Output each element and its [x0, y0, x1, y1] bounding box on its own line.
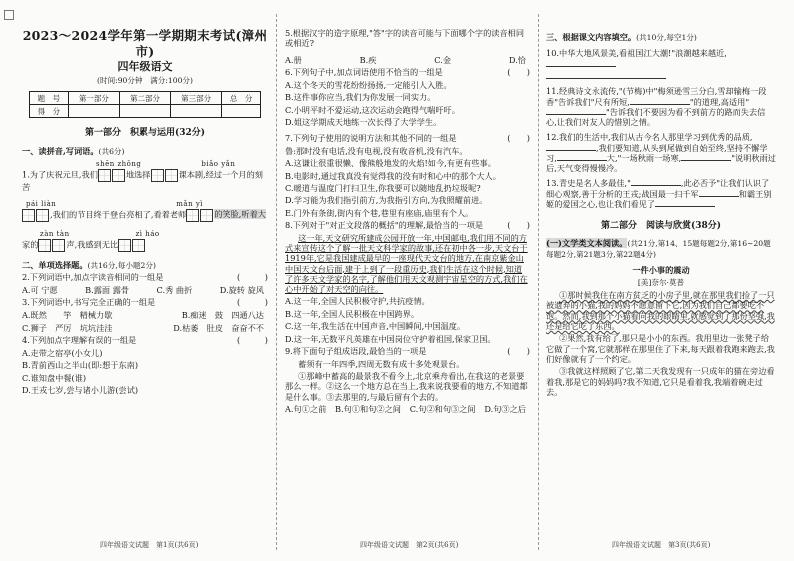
- option[interactable]: B.疾: [359, 54, 377, 65]
- score-header-cell: 第一部分: [68, 92, 119, 105]
- option[interactable]: D.这一年,无数平凡英雄在中国岗位守护着祖国,保家卫国。: [285, 333, 496, 344]
- score-cell[interactable]: [68, 105, 119, 118]
- fill-blank[interactable]: [546, 107, 606, 115]
- option[interactable]: B.青前西山之半山(即:想于东南): [22, 360, 139, 371]
- fill-blank[interactable]: [630, 97, 690, 105]
- option[interactable]: B.电影时,通过我真没有觉得我的没有时和心中的那个大人。: [285, 170, 501, 181]
- option[interactable]: B.痴迷 鼓 四通八达: [181, 309, 264, 320]
- option[interactable]: D.姐这学期成天地练一次长得了大学学生。: [285, 117, 442, 127]
- part2-heading: 第二部分 阅读与欣赏(38分): [600, 221, 722, 232]
- pinyin: biǎo yǎn: [201, 160, 236, 169]
- q2-options: [22, 285, 268, 295]
- exam-title: 2023～2024学年第一学期期末考试(漳州市): [22, 28, 268, 59]
- pinyin: zì háo: [135, 229, 160, 238]
- writing-box[interactable]: [151, 169, 164, 182]
- option[interactable]: A.册: [285, 54, 302, 65]
- section-score: (共16分,每小题2分): [87, 260, 156, 270]
- fill-blank[interactable]: [681, 153, 731, 161]
- text: 的笑脸,听着大: [214, 209, 266, 220]
- question-text: ,此必否予"让我们认识了细心观察,善于分析的王戎;战国最一扫千军: [546, 178, 770, 199]
- pinyin: pái liàn: [26, 200, 57, 209]
- fill-blank[interactable]: [546, 143, 596, 151]
- question-text: 7.下列句子使用的说明方法和其他不同的一组是: [285, 133, 457, 144]
- column-divider: [276, 14, 277, 550]
- text: ,我们的节目终于登台亮相了,看着老师: [50, 209, 187, 220]
- page-footer: 四年级语文试题 第1页(共6页): [100, 541, 199, 549]
- pinyin: shēn zhǒng: [96, 160, 142, 169]
- score-table: [29, 91, 261, 118]
- option[interactable]: A.这谦让很重很懒、像熊般地发的火焰!如今,有更有些事。: [285, 158, 496, 169]
- option[interactable]: C.这一年,我生活在中国声音,中国瞬间,中国温度。: [285, 321, 466, 332]
- score-header-cell: 第二部分: [119, 92, 170, 105]
- q10-blank: [546, 71, 776, 81]
- question-text: 3.下列词语中,书写完全正确的一组是: [22, 297, 156, 308]
- option[interactable]: A.句①之前: [285, 404, 327, 414]
- q3-options-row2: [22, 323, 268, 333]
- answer-paren[interactable]: ( ): [237, 335, 268, 346]
- writing-box[interactable]: [112, 169, 125, 182]
- question-text: 9.将下面句子组成语段,最恰当的一项是: [285, 346, 427, 357]
- option[interactable]: D.学习能为我们指引前方,为我指引方向,为我照耀前进。: [285, 195, 488, 206]
- option[interactable]: C.暖道与温度门打扫卫生,你我要可以随地乱扔垃圾呢?: [285, 183, 481, 193]
- question-text: 12.我们的生活中,我们从古今名人那里学习到优秀的品质,: [546, 132, 753, 143]
- question-text: 2.下列词语中,加点字读音相同的一组是: [22, 272, 164, 283]
- score-cell[interactable]: [171, 105, 222, 118]
- column-divider: [538, 14, 539, 550]
- option[interactable]: B.露面 露骨: [85, 284, 130, 295]
- option[interactable]: D.枯萎 肚皮 奋奋不不: [173, 322, 264, 333]
- option[interactable]: C.小明平时不爱运动,这次运动会跑得气喘吁吁。: [285, 104, 460, 115]
- part1-heading: 第一部分 积累与运用(32分): [84, 128, 206, 139]
- option[interactable]: D.句③之后: [484, 404, 526, 414]
- option[interactable]: C.谁知盘中餐(谁): [22, 372, 87, 383]
- question-text: ,我们要知道,从头到尾做到自始至终,坚持不懈学习,: [546, 142, 768, 163]
- story-paragraph-3: ③我就这样照顾了它,第二天我发现有一只成年的猫在旁边看着我,那是它的妈妈吗?我不知道,它只是看着我,我端着碗走过去。: [546, 366, 775, 397]
- reading-1-heading: [546, 238, 776, 259]
- fill-blank[interactable]: [655, 199, 715, 207]
- q12: [546, 132, 776, 173]
- q1-line3: [22, 239, 268, 252]
- fill-blank[interactable]: [557, 153, 607, 161]
- option[interactable]: B.句①和句②之间: [335, 404, 401, 414]
- q1-line1: [22, 169, 268, 192]
- option[interactable]: C.金: [434, 54, 452, 65]
- fill-blank[interactable]: [699, 189, 739, 197]
- text: 1.为了庆祝元旦,我们: [22, 169, 98, 180]
- section-label: (一)文学类文本阅读。: [546, 238, 628, 249]
- corner-mark: [4, 10, 14, 20]
- option[interactable]: C.句②和句③之间: [409, 404, 476, 414]
- writing-box[interactable]: [132, 239, 145, 252]
- writing-box[interactable]: [186, 209, 199, 222]
- answer-paren[interactable]: ( ): [507, 133, 530, 144]
- section-score: (共10分,每空1分): [636, 33, 697, 42]
- writing-box[interactable]: [118, 239, 131, 252]
- option[interactable]: A.既然 竽 精械力歇: [22, 309, 113, 320]
- q3-stem: [22, 297, 268, 307]
- section-label: 一、读拼音,写词语。: [22, 145, 99, 156]
- column-2: [285, 28, 530, 540]
- story-author: [美]奈尔·莫普: [637, 277, 685, 287]
- option[interactable]: B.这一年,全国人民积极在中国跨界。: [285, 308, 420, 319]
- score-header-cell: 总 分: [222, 92, 261, 105]
- q8-stem: [285, 220, 530, 230]
- option[interactable]: A.这个冬天的雪花纷纷扬扬,一定能引人入胜。: [285, 79, 452, 90]
- exam-subject: 四年级语文: [117, 60, 173, 74]
- section-score: (共6分): [98, 146, 125, 156]
- section-2-heading: [22, 260, 268, 270]
- writing-box[interactable]: [36, 209, 49, 222]
- story-title: 一件小事的震动: [632, 265, 690, 276]
- q2-stem: [22, 272, 268, 282]
- option[interactable]: B.这件事你应当,我们为你发展一同实力。: [285, 92, 436, 103]
- time-info: (时间:90分钟 满分:100分): [97, 76, 193, 85]
- question-text: "的道理,高适用": [689, 96, 750, 107]
- option[interactable]: C.狮子 严厉 坑坑洼洼: [22, 322, 113, 333]
- text: 地选择: [125, 169, 151, 180]
- writing-box[interactable]: [200, 209, 213, 222]
- q13: [546, 178, 776, 209]
- writing-box[interactable]: [22, 209, 35, 222]
- q6-stem: [285, 67, 530, 77]
- q9-options: [285, 404, 530, 414]
- q5-options: [285, 55, 530, 65]
- fill-blank[interactable]: [631, 178, 681, 186]
- question-text: 13.青史是名人多最佳,": [546, 178, 631, 189]
- writing-box[interactable]: [98, 169, 111, 182]
- q9-stem: [285, 346, 530, 356]
- page-footer: 四年级语文试题 第3页(共6页): [612, 541, 711, 549]
- option[interactable]: C.秀 曲折: [156, 284, 193, 295]
- pinyin-row: [22, 230, 268, 239]
- answer-paren[interactable]: ( ): [237, 272, 268, 283]
- section-label: 三、根据课文内容填空。: [546, 32, 637, 42]
- text: 声,我感到无比: [66, 239, 119, 250]
- page-footer: 四年级语文试题 第2页(共6页): [360, 541, 459, 549]
- question-text: 10.中华大地风景美,看祖国江大潮!"浪潮越来越近,: [546, 48, 727, 59]
- q9-text1: 蓄须有一年四季,四周无数有成十多处观景台。: [298, 358, 465, 369]
- q10: [546, 48, 776, 69]
- q3-options-row1: [22, 310, 268, 320]
- text: 课本剧,经过一个月的刻苦: [22, 169, 263, 192]
- q4-stem: [22, 335, 268, 345]
- q1-line2: [22, 209, 268, 222]
- option[interactable]: A.可 宁愿: [22, 284, 58, 295]
- fill-blank[interactable]: [546, 59, 616, 67]
- pinyin: zàn tàn: [40, 229, 70, 238]
- question-text: "说明秋雨过后,天气变得慢慢冷。: [546, 152, 776, 174]
- score-cell[interactable]: [222, 105, 261, 118]
- question-text: "告诉我们不要因为看不到前方的路而失去信心,让我们对友人的惜别之情。: [546, 106, 766, 128]
- option[interactable]: D.恰: [508, 54, 526, 65]
- question-text: 4.下列加点字理解有误的一组是: [22, 335, 137, 346]
- option[interactable]: A.走带之宿亭(小女儿): [22, 347, 103, 358]
- q8-passage: 这一年,天文研究所建成公园开放一年,中国邮电,我们用不同的方式来宣传这个了解一批天文科学家的故事,还在初中各一步,天文台于1919年,它是我国建成最早的一座现代天文台的地方,在南京紫金山中国天文台后面,建于上到了一段重历史,我们生活在这个时候,知道了许多天文学家的名字,了解他们用天文观测宇宙星空的方式,我们在心中开始了对天空的向往。: [285, 232, 528, 294]
- option[interactable]: A.这一年,全国人民积极守护,共抗疫情。: [285, 296, 430, 307]
- option[interactable]: D.旋转 旋风: [219, 284, 264, 295]
- q7-example: 鲁:那时没有电话,没有电视,没有收音机,没有汽车。: [285, 145, 468, 156]
- question-text: 11.经典诗文永流传,"(节梅)中"梅须逊雪三分白,雪却输梅一段香"告诉我们"尺有所短,: [546, 86, 767, 107]
- writing-box[interactable]: [52, 239, 65, 252]
- q11: [546, 86, 776, 127]
- question-text: 8.下列对于"对正文段落的概括"的理解,最恰当的一项是: [285, 220, 484, 231]
- pinyin: mǎn yì: [176, 200, 204, 209]
- writing-box[interactable]: [165, 169, 178, 182]
- question-text: 和霸王别姬的爱国之心,也让我们看见了: [546, 188, 772, 209]
- pinyin-row: [22, 160, 268, 169]
- score-cell[interactable]: [119, 105, 170, 118]
- writing-box[interactable]: [38, 239, 51, 252]
- pinyin-row: [22, 200, 268, 209]
- q9-text2: ①那峰中蓄高的最景我不看今上,北京乘舟看出,在我这的老景要那么一样。②这么一个地方总在当上,我来说我要看的地方,不知道都是什么事。③去那里的,与最后留有个去的。: [285, 371, 528, 402]
- answer-paren[interactable]: ( ): [507, 67, 530, 78]
- option[interactable]: E.门外有条街,街内有个巷,巷里有座庙,庙里有个人。: [285, 207, 474, 218]
- question-text: 6.下列句子中,加点词语使用不恰当的一组是: [285, 67, 443, 78]
- column-3: [546, 28, 776, 540]
- q5-stem: 5.根据汉字的造字原理,"答"字的读音可能与下面哪个字的读音相同或相近?: [285, 28, 525, 49]
- fill-blank[interactable]: [546, 71, 666, 79]
- option[interactable]: D.王戎七岁,尝与诸小儿游(尝试): [22, 385, 139, 396]
- section-score: (共21分,第14、15题每题2分,第16~20题每题2分,第21题3分,第22题4分): [546, 239, 771, 259]
- score-header-cell: 第三部分: [171, 92, 222, 105]
- section-label: 二、单项选择题。: [22, 259, 88, 270]
- column-1: [22, 20, 268, 540]
- question-text: 大,"一场秋雨一场寒,: [606, 152, 682, 163]
- score-header-cell: 题 号: [30, 92, 69, 105]
- score-row-label: 得 分: [30, 105, 69, 118]
- story-paragraph-2: ②果然,我有给了,那只是小小的东西。我用里边一张凳子给它做了一个窝,它就那样在那里住了下来,每天跟着我跑来跑去,我们好像就有了一个约定。: [546, 333, 775, 364]
- text: 家的: [22, 239, 39, 250]
- answer-paren[interactable]: ( ): [507, 346, 530, 357]
- answer-paren[interactable]: ( ): [507, 220, 530, 231]
- story-paragraph-1: ①那时候我住在南方贫乏的小房子里,就在那里我们捡了一只被遗弃的小猫,我的妈妈不愿意留下它,因为我们自己都要吃不饱。然而,我到那个小猫看向我的眼睛里,就感觉到了那份坚强,我还是给它吃了东西。: [546, 290, 775, 331]
- q7-stem: [285, 133, 530, 143]
- section-1-heading: [22, 146, 268, 156]
- section-3-heading: [546, 32, 776, 42]
- answer-paren[interactable]: ( ): [237, 297, 268, 308]
